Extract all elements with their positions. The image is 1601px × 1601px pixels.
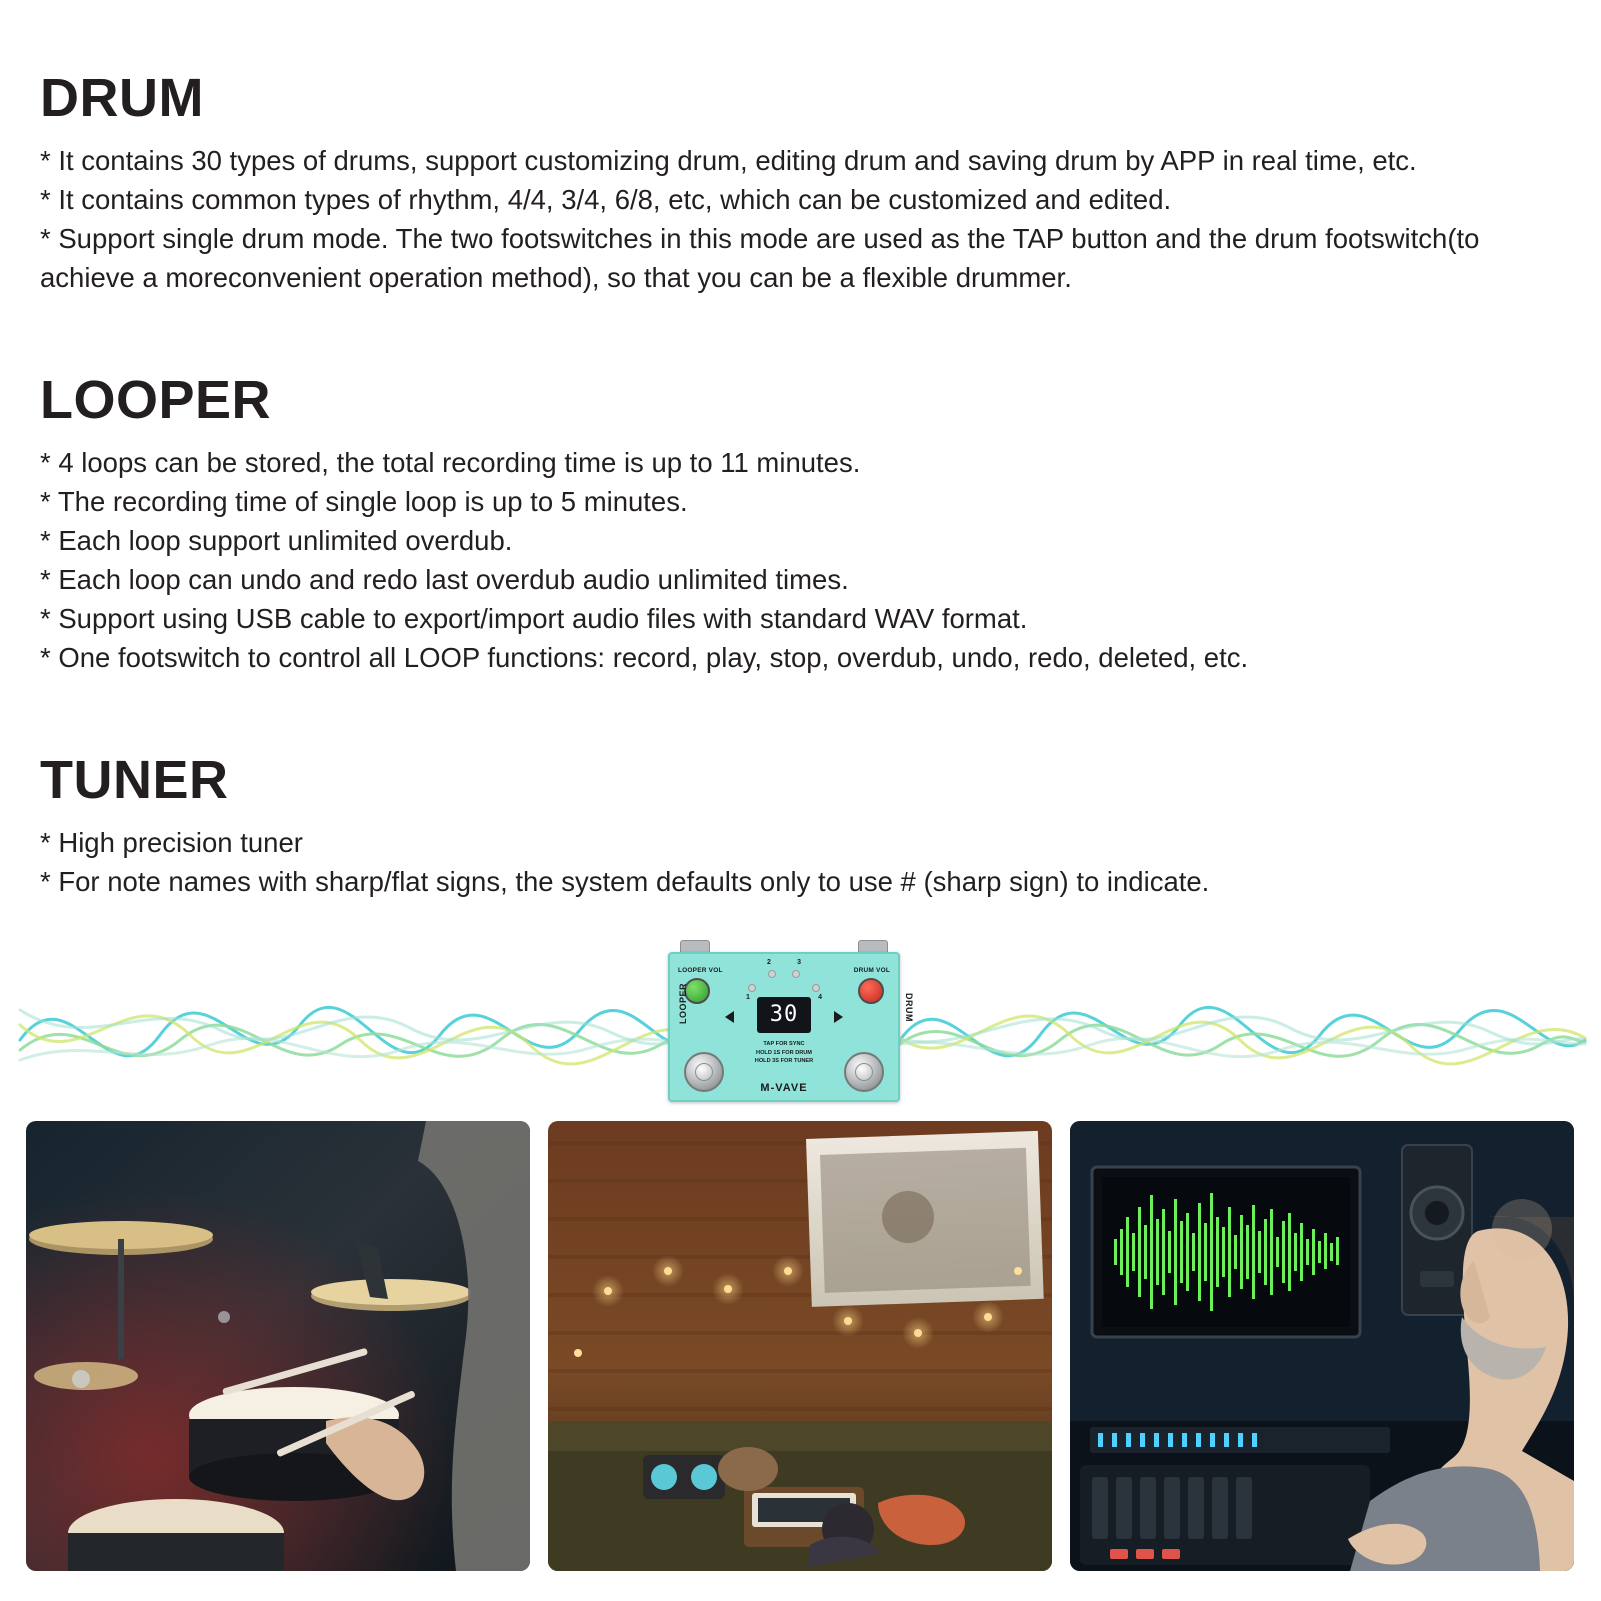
led-4 [812, 984, 820, 992]
photo-audio-engineer-at-studio-console [1070, 1121, 1574, 1571]
drum-side-label: DRUM [904, 993, 914, 1022]
photo-drummer-playing-drum-kit [26, 1121, 530, 1571]
led-2 [768, 970, 776, 978]
drum-footswitch[interactable] [844, 1052, 884, 1092]
tuner-bullet-2: * For note names with sharp/flat signs, the system defaults only to use # (sharp sign) to indicate. [40, 865, 1210, 897]
looper-bullet-1: * 4 loops can be stored, the total recording time is up to 11 minutes. [40, 446, 861, 478]
display-value: 30 [769, 1002, 799, 1027]
brand-label: M-VAVE [760, 1082, 808, 1094]
instruction-line-2: HOLD 1S FOR DRUM [756, 1049, 812, 1056]
drum-bullet-2: * It contains common types of rhythm, 4/4, 3/4, 6/8, etc, which can be customized and edited. [40, 183, 1172, 215]
looper-footswitch[interactable] [684, 1052, 724, 1092]
pedal-body [668, 952, 914, 1102]
looper-bullet-6: * One footswitch to control all LOOP functions: record, play, stop, overdub, undo, redo, deleted, etc. [40, 641, 1249, 673]
drum-bullet-1: * It contains 30 types of drums, support customizing drum, editing drum and saving drum by APP in real time, etc. [40, 144, 1417, 176]
led-number-1: 1 [746, 994, 750, 1001]
led-1 [748, 984, 756, 992]
left-arrow-icon [725, 1011, 734, 1023]
instruction-line-1: TAP FOR SYNC [763, 1041, 805, 1047]
looper-vol-label: LOOPER VOL [678, 967, 723, 974]
pedal-instructions [755, 1040, 813, 1066]
looper-bullet-2: * The recording time of single loop is up to 5 minutes. [40, 485, 688, 517]
instruction-line-3: HOLD 3S FOR TUNER [754, 1058, 814, 1065]
drum-volume-knob[interactable] [858, 978, 884, 1004]
section-looper [40, 372, 1570, 677]
led-3 [792, 970, 800, 978]
looper-bullet-3: * Each loop support unlimited overdub. [40, 524, 513, 556]
looper-bullet-4: * Each loop can undo and redo last overdub audio unlimited times. [40, 563, 849, 595]
section-title-tuner: TUNER [40, 750, 229, 810]
section-tuner [40, 752, 1570, 901]
drum-vol-label: DRUM VOL [853, 967, 890, 974]
pedal-display [757, 997, 811, 1033]
drum-bullet-3: * Support single drum mode. The two footswitches in this mode are used as the TAP button and the drum footswitch(to achieve a moreconvenient operation method), so that you can be a flexible drummer. [40, 222, 1480, 293]
led-number-4: 4 [818, 994, 822, 1001]
photo-outdoor-backyard-movie-night [548, 1121, 1052, 1571]
tuner-bullet-1: * High precision tuner [40, 826, 303, 858]
led-number-3: 3 [797, 959, 801, 966]
section-title-drum: DRUM [40, 68, 204, 128]
mvave-looper-pedal [668, 940, 914, 1105]
led-number-2: 2 [767, 959, 771, 966]
section-drum [40, 70, 1570, 297]
looper-side-label: LOOPER [678, 982, 688, 1024]
photo-gallery [26, 1121, 1575, 1571]
looper-bullet-5: * Support using USB cable to export/import audio files with standard WAV format. [40, 602, 1028, 634]
section-title-looper: LOOPER [40, 370, 272, 430]
right-arrow-icon [834, 1011, 843, 1023]
